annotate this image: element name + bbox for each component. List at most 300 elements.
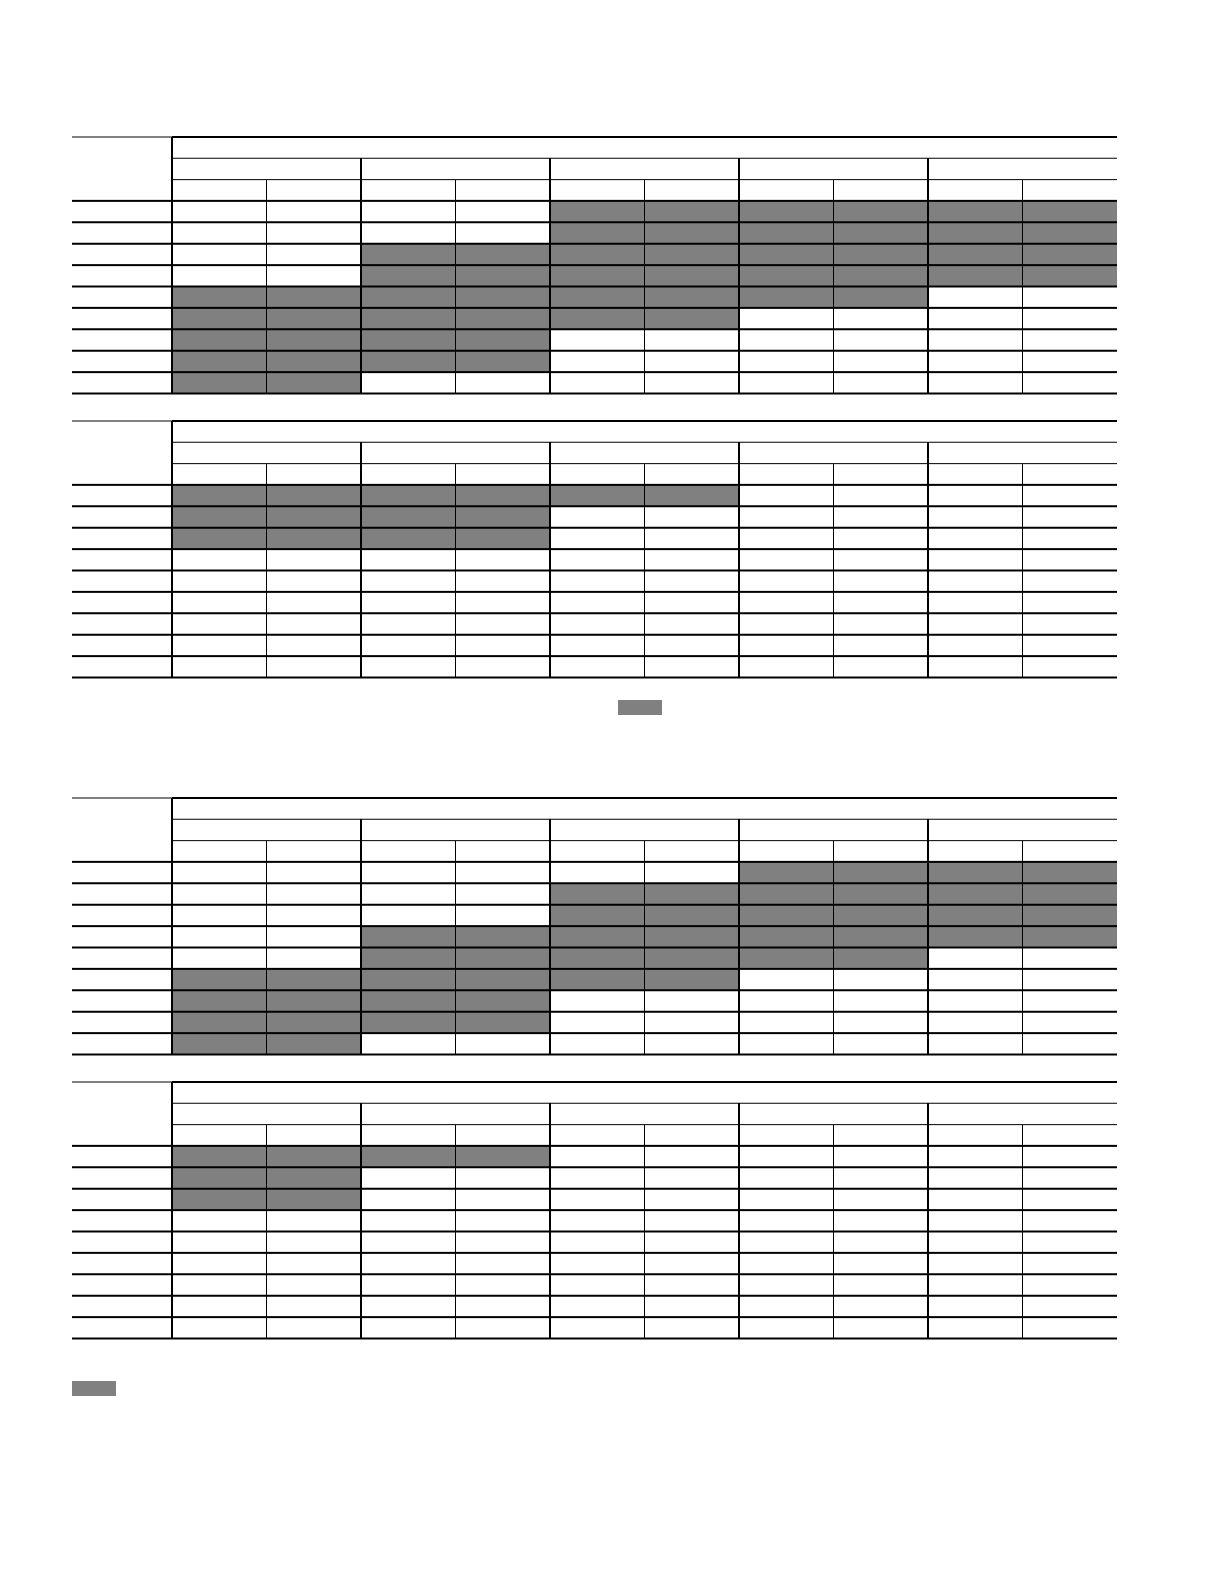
empty-cell [645, 656, 740, 677]
empty-cell [928, 506, 1023, 527]
empty-cell [1023, 990, 1118, 1011]
empty-cell [739, 1296, 834, 1317]
shaded-cell [172, 969, 267, 990]
empty-cell [834, 1296, 929, 1317]
empty-cell [645, 506, 740, 527]
shaded-cell [172, 308, 267, 329]
shaded-cell [834, 287, 929, 308]
shaded-cell [550, 244, 645, 265]
empty-cell [550, 990, 645, 1011]
empty-cell [1023, 1012, 1118, 1033]
empty-cell [739, 1167, 834, 1188]
empty-cell [645, 1232, 740, 1253]
empty-cell [834, 528, 929, 549]
empty-cell [928, 613, 1023, 634]
shaded-cell [267, 1033, 362, 1054]
shaded-cell [739, 905, 834, 926]
empty-cell [834, 1146, 929, 1167]
empty-cell [267, 926, 362, 947]
empty-cell [550, 372, 645, 393]
empty-cell [739, 1232, 834, 1253]
empty-cell [267, 592, 362, 613]
empty-cell [928, 1033, 1023, 1054]
empty-cell [456, 549, 551, 570]
shaded-cell [834, 883, 929, 904]
empty-cell [645, 1146, 740, 1167]
empty-cell [361, 1253, 456, 1274]
empty-cell [361, 1167, 456, 1188]
empty-cell [550, 1033, 645, 1054]
empty-cell [172, 244, 267, 265]
shaded-cell [739, 265, 834, 286]
empty-cell [456, 1232, 551, 1253]
empty-cell [550, 1253, 645, 1274]
empty-cell [834, 506, 929, 527]
shaded-cell [645, 222, 740, 243]
shaded-cell [361, 528, 456, 549]
shaded-cell [456, 528, 551, 549]
empty-cell [928, 1253, 1023, 1274]
empty-cell [739, 635, 834, 656]
shaded-cell [267, 287, 362, 308]
empty-cell [456, 613, 551, 634]
empty-cell [172, 222, 267, 243]
shaded-cell [361, 926, 456, 947]
empty-cell [834, 329, 929, 350]
shaded-cell [361, 506, 456, 527]
shaded-cell [267, 329, 362, 350]
shaded-cell [1023, 862, 1118, 883]
shaded-cell [834, 862, 929, 883]
shaded-cell [645, 905, 740, 926]
shaded-cell [928, 265, 1023, 286]
empty-cell [456, 1189, 551, 1210]
shaded-cell [456, 926, 551, 947]
empty-cell [456, 1296, 551, 1317]
empty-cell [928, 1232, 1023, 1253]
empty-cell [361, 592, 456, 613]
empty-cell [550, 1210, 645, 1231]
empty-cell [739, 1274, 834, 1295]
empty-cell [928, 969, 1023, 990]
shaded-cell [834, 222, 929, 243]
empty-cell [267, 948, 362, 969]
shaded-cell [172, 1167, 267, 1188]
empty-cell [739, 592, 834, 613]
empty-cell [834, 990, 929, 1011]
shaded-cell [361, 990, 456, 1011]
shaded-cell [267, 1167, 362, 1188]
shaded-cell [172, 1146, 267, 1167]
empty-cell [645, 1274, 740, 1295]
shaded-cell [1023, 265, 1118, 286]
shaded-cell [550, 948, 645, 969]
shaded-cell [834, 265, 929, 286]
shaded-cell [361, 244, 456, 265]
shaded-cell [739, 926, 834, 947]
shaded-cell [172, 485, 267, 506]
empty-cell [456, 201, 551, 222]
empty-cell [928, 948, 1023, 969]
empty-cell [1023, 1296, 1118, 1317]
shaded-cell [267, 1012, 362, 1033]
empty-cell [1023, 528, 1118, 549]
empty-cell [834, 656, 929, 677]
empty-cell [456, 656, 551, 677]
empty-cell [739, 372, 834, 393]
empty-cell [267, 244, 362, 265]
empty-cell [361, 1232, 456, 1253]
empty-cell [1023, 485, 1118, 506]
shaded-cell [267, 528, 362, 549]
empty-cell [550, 1012, 645, 1033]
shaded-cell [645, 265, 740, 286]
empty-cell [267, 201, 362, 222]
empty-cell [361, 549, 456, 570]
empty-cell [739, 1253, 834, 1274]
empty-cell [1023, 1253, 1118, 1274]
empty-cell [928, 528, 1023, 549]
empty-cell [172, 265, 267, 286]
empty-cell [834, 1189, 929, 1210]
empty-cell [550, 329, 645, 350]
empty-cell [834, 571, 929, 592]
empty-cell [456, 222, 551, 243]
empty-cell [267, 265, 362, 286]
shaded-cell [456, 244, 551, 265]
empty-cell [456, 1210, 551, 1231]
empty-cell [928, 592, 1023, 613]
shaded-cell [739, 222, 834, 243]
empty-cell [361, 613, 456, 634]
empty-cell [267, 222, 362, 243]
shaded-cell [172, 287, 267, 308]
shaded-cell [361, 351, 456, 372]
empty-cell [834, 372, 929, 393]
shaded-cell [550, 883, 645, 904]
empty-cell [739, 506, 834, 527]
empty-cell [928, 656, 1023, 677]
empty-cell [361, 1296, 456, 1317]
shaded-cell [928, 883, 1023, 904]
empty-cell [928, 1167, 1023, 1188]
shaded-cell [550, 265, 645, 286]
shaded-cell [645, 201, 740, 222]
empty-cell [361, 905, 456, 926]
empty-cell [645, 372, 740, 393]
empty-cell [1023, 613, 1118, 634]
shaded-cell [550, 201, 645, 222]
shaded-cell [267, 1146, 362, 1167]
empty-cell [172, 862, 267, 883]
shaded-cell [928, 862, 1023, 883]
empty-cell [1023, 1167, 1118, 1188]
empty-cell [172, 549, 267, 570]
empty-cell [361, 656, 456, 677]
empty-cell [928, 1274, 1023, 1295]
empty-cell [1023, 1033, 1118, 1054]
shaded-cell [172, 1033, 267, 1054]
empty-cell [834, 613, 929, 634]
empty-cell [267, 1317, 362, 1338]
shaded-cell [267, 969, 362, 990]
empty-cell [928, 1189, 1023, 1210]
empty-cell [928, 329, 1023, 350]
empty-cell [172, 1253, 267, 1274]
shaded-cell [550, 926, 645, 947]
empty-cell [739, 990, 834, 1011]
empty-cell [928, 1317, 1023, 1338]
empty-cell [739, 1210, 834, 1231]
shaded-cell [739, 287, 834, 308]
shaded-cell [361, 1146, 456, 1167]
empty-cell [361, 1033, 456, 1054]
shaded-cell [456, 329, 551, 350]
shaded-cell [361, 948, 456, 969]
empty-cell [834, 592, 929, 613]
empty-cell [834, 969, 929, 990]
shaded-cell [1023, 905, 1118, 926]
shaded-cell [172, 990, 267, 1011]
empty-cell [456, 571, 551, 592]
shaded-legend-swatch-2 [72, 1381, 116, 1396]
shaded-cell [456, 1146, 551, 1167]
shaded-cell [456, 969, 551, 990]
empty-cell [645, 592, 740, 613]
empty-cell [645, 351, 740, 372]
empty-cell [267, 862, 362, 883]
empty-cell [361, 1210, 456, 1231]
empty-cell [550, 1317, 645, 1338]
shaded-cell [1023, 222, 1118, 243]
shaded-cell [645, 883, 740, 904]
empty-cell [645, 1189, 740, 1210]
shaded-cell [928, 905, 1023, 926]
empty-cell [550, 862, 645, 883]
empty-cell [928, 351, 1023, 372]
empty-cell [1023, 571, 1118, 592]
shaded-cell [645, 308, 740, 329]
empty-cell [645, 1317, 740, 1338]
empty-cell [1023, 1232, 1118, 1253]
empty-cell [645, 990, 740, 1011]
shaded-cell [1023, 926, 1118, 947]
empty-cell [550, 613, 645, 634]
empty-cell [550, 506, 645, 527]
shaded-cell [172, 1012, 267, 1033]
empty-cell [739, 571, 834, 592]
empty-cell [928, 549, 1023, 570]
shaded-cell [550, 485, 645, 506]
empty-cell [739, 1012, 834, 1033]
empty-cell [928, 372, 1023, 393]
empty-cell [834, 1317, 929, 1338]
empty-cell [172, 1210, 267, 1231]
empty-cell [645, 1012, 740, 1033]
empty-cell [267, 1232, 362, 1253]
empty-cell [928, 485, 1023, 506]
shaded-cell [361, 969, 456, 990]
empty-cell [361, 883, 456, 904]
empty-cell [172, 201, 267, 222]
empty-cell [361, 1317, 456, 1338]
shaded-cell [456, 351, 551, 372]
empty-cell [550, 528, 645, 549]
empty-cell [739, 329, 834, 350]
empty-cell [928, 635, 1023, 656]
empty-cell [172, 656, 267, 677]
empty-cell [739, 1189, 834, 1210]
empty-cell [1023, 948, 1118, 969]
empty-cell [645, 549, 740, 570]
empty-cell [928, 1146, 1023, 1167]
shaded-cell [645, 287, 740, 308]
empty-cell [739, 656, 834, 677]
empty-cell [267, 1210, 362, 1231]
empty-cell [550, 1167, 645, 1188]
shaded-cell [361, 265, 456, 286]
empty-cell [550, 592, 645, 613]
empty-cell [739, 1317, 834, 1338]
shaded-cell [645, 948, 740, 969]
shaded-cell [267, 485, 362, 506]
empty-cell [739, 1146, 834, 1167]
empty-cell [928, 1210, 1023, 1231]
empty-cell [928, 1296, 1023, 1317]
empty-cell [267, 1253, 362, 1274]
empty-cell [928, 571, 1023, 592]
empty-cell [834, 1232, 929, 1253]
empty-cell [361, 1189, 456, 1210]
empty-cell [456, 883, 551, 904]
empty-cell [172, 635, 267, 656]
shaded-cell [739, 862, 834, 883]
empty-cell [267, 571, 362, 592]
empty-cell [1023, 1317, 1118, 1338]
empty-cell [267, 883, 362, 904]
empty-cell [1023, 329, 1118, 350]
shaded-cell [361, 308, 456, 329]
empty-cell [172, 948, 267, 969]
shaded-cell [456, 1012, 551, 1033]
shaded-cell [739, 201, 834, 222]
empty-cell [645, 862, 740, 883]
shaded-cell [550, 308, 645, 329]
shaded-cell [834, 905, 929, 926]
shaded-cell [1023, 883, 1118, 904]
empty-cell [1023, 592, 1118, 613]
shaded-cell [361, 1012, 456, 1033]
shaded-cell [456, 265, 551, 286]
shaded-cell [456, 287, 551, 308]
empty-cell [361, 1274, 456, 1295]
shaded-cell [834, 926, 929, 947]
shaded-cell [645, 485, 740, 506]
empty-cell [645, 1167, 740, 1188]
empty-cell [645, 329, 740, 350]
empty-cell [267, 905, 362, 926]
empty-cell [645, 1033, 740, 1054]
empty-cell [739, 613, 834, 634]
shaded-cell [928, 926, 1023, 947]
shaded-cell [361, 287, 456, 308]
shaded-cell [834, 201, 929, 222]
empty-cell [361, 635, 456, 656]
empty-cell [739, 351, 834, 372]
shaded-cell [834, 244, 929, 265]
empty-cell [1023, 656, 1118, 677]
empty-cell [928, 990, 1023, 1011]
empty-cell [267, 613, 362, 634]
empty-cell [1023, 308, 1118, 329]
empty-cell [834, 1274, 929, 1295]
shaded-cell [739, 883, 834, 904]
empty-cell [645, 1253, 740, 1274]
empty-cell [645, 1210, 740, 1231]
shaded-cell [550, 905, 645, 926]
shaded-cell [928, 201, 1023, 222]
empty-cell [456, 592, 551, 613]
empty-cell [834, 1167, 929, 1188]
table-3 [72, 798, 1117, 1055]
empty-cell [834, 1033, 929, 1054]
empty-cell [267, 1274, 362, 1295]
empty-cell [1023, 351, 1118, 372]
empty-cell [1023, 1189, 1118, 1210]
empty-cell [645, 571, 740, 592]
empty-cell [1023, 1274, 1118, 1295]
empty-cell [267, 635, 362, 656]
empty-cell [834, 635, 929, 656]
table-2 [72, 421, 1117, 678]
empty-cell [456, 1317, 551, 1338]
empty-cell [550, 1296, 645, 1317]
empty-cell [550, 549, 645, 570]
shaded-cell [834, 948, 929, 969]
shaded-cell [172, 329, 267, 350]
empty-cell [1023, 372, 1118, 393]
empty-cell [456, 1253, 551, 1274]
empty-cell [645, 613, 740, 634]
empty-cell [550, 1189, 645, 1210]
table-1 [72, 137, 1117, 394]
shaded-cell [645, 244, 740, 265]
empty-cell [267, 549, 362, 570]
shaded-cell [645, 926, 740, 947]
empty-cell [550, 1274, 645, 1295]
empty-cell [361, 372, 456, 393]
empty-cell [361, 862, 456, 883]
shaded-cell [172, 528, 267, 549]
shaded-cell [1023, 201, 1118, 222]
shaded-cell [456, 948, 551, 969]
empty-cell [1023, 506, 1118, 527]
empty-cell [172, 571, 267, 592]
empty-cell [1023, 1210, 1118, 1231]
shaded-cell [550, 287, 645, 308]
empty-cell [172, 1274, 267, 1295]
shaded-cell [172, 506, 267, 527]
empty-cell [172, 592, 267, 613]
empty-cell [172, 613, 267, 634]
empty-cell [456, 1033, 551, 1054]
empty-cell [645, 528, 740, 549]
empty-cell [834, 351, 929, 372]
empty-cell [834, 1253, 929, 1274]
empty-cell [456, 1167, 551, 1188]
empty-cell [834, 1210, 929, 1231]
shaded-cell [172, 351, 267, 372]
